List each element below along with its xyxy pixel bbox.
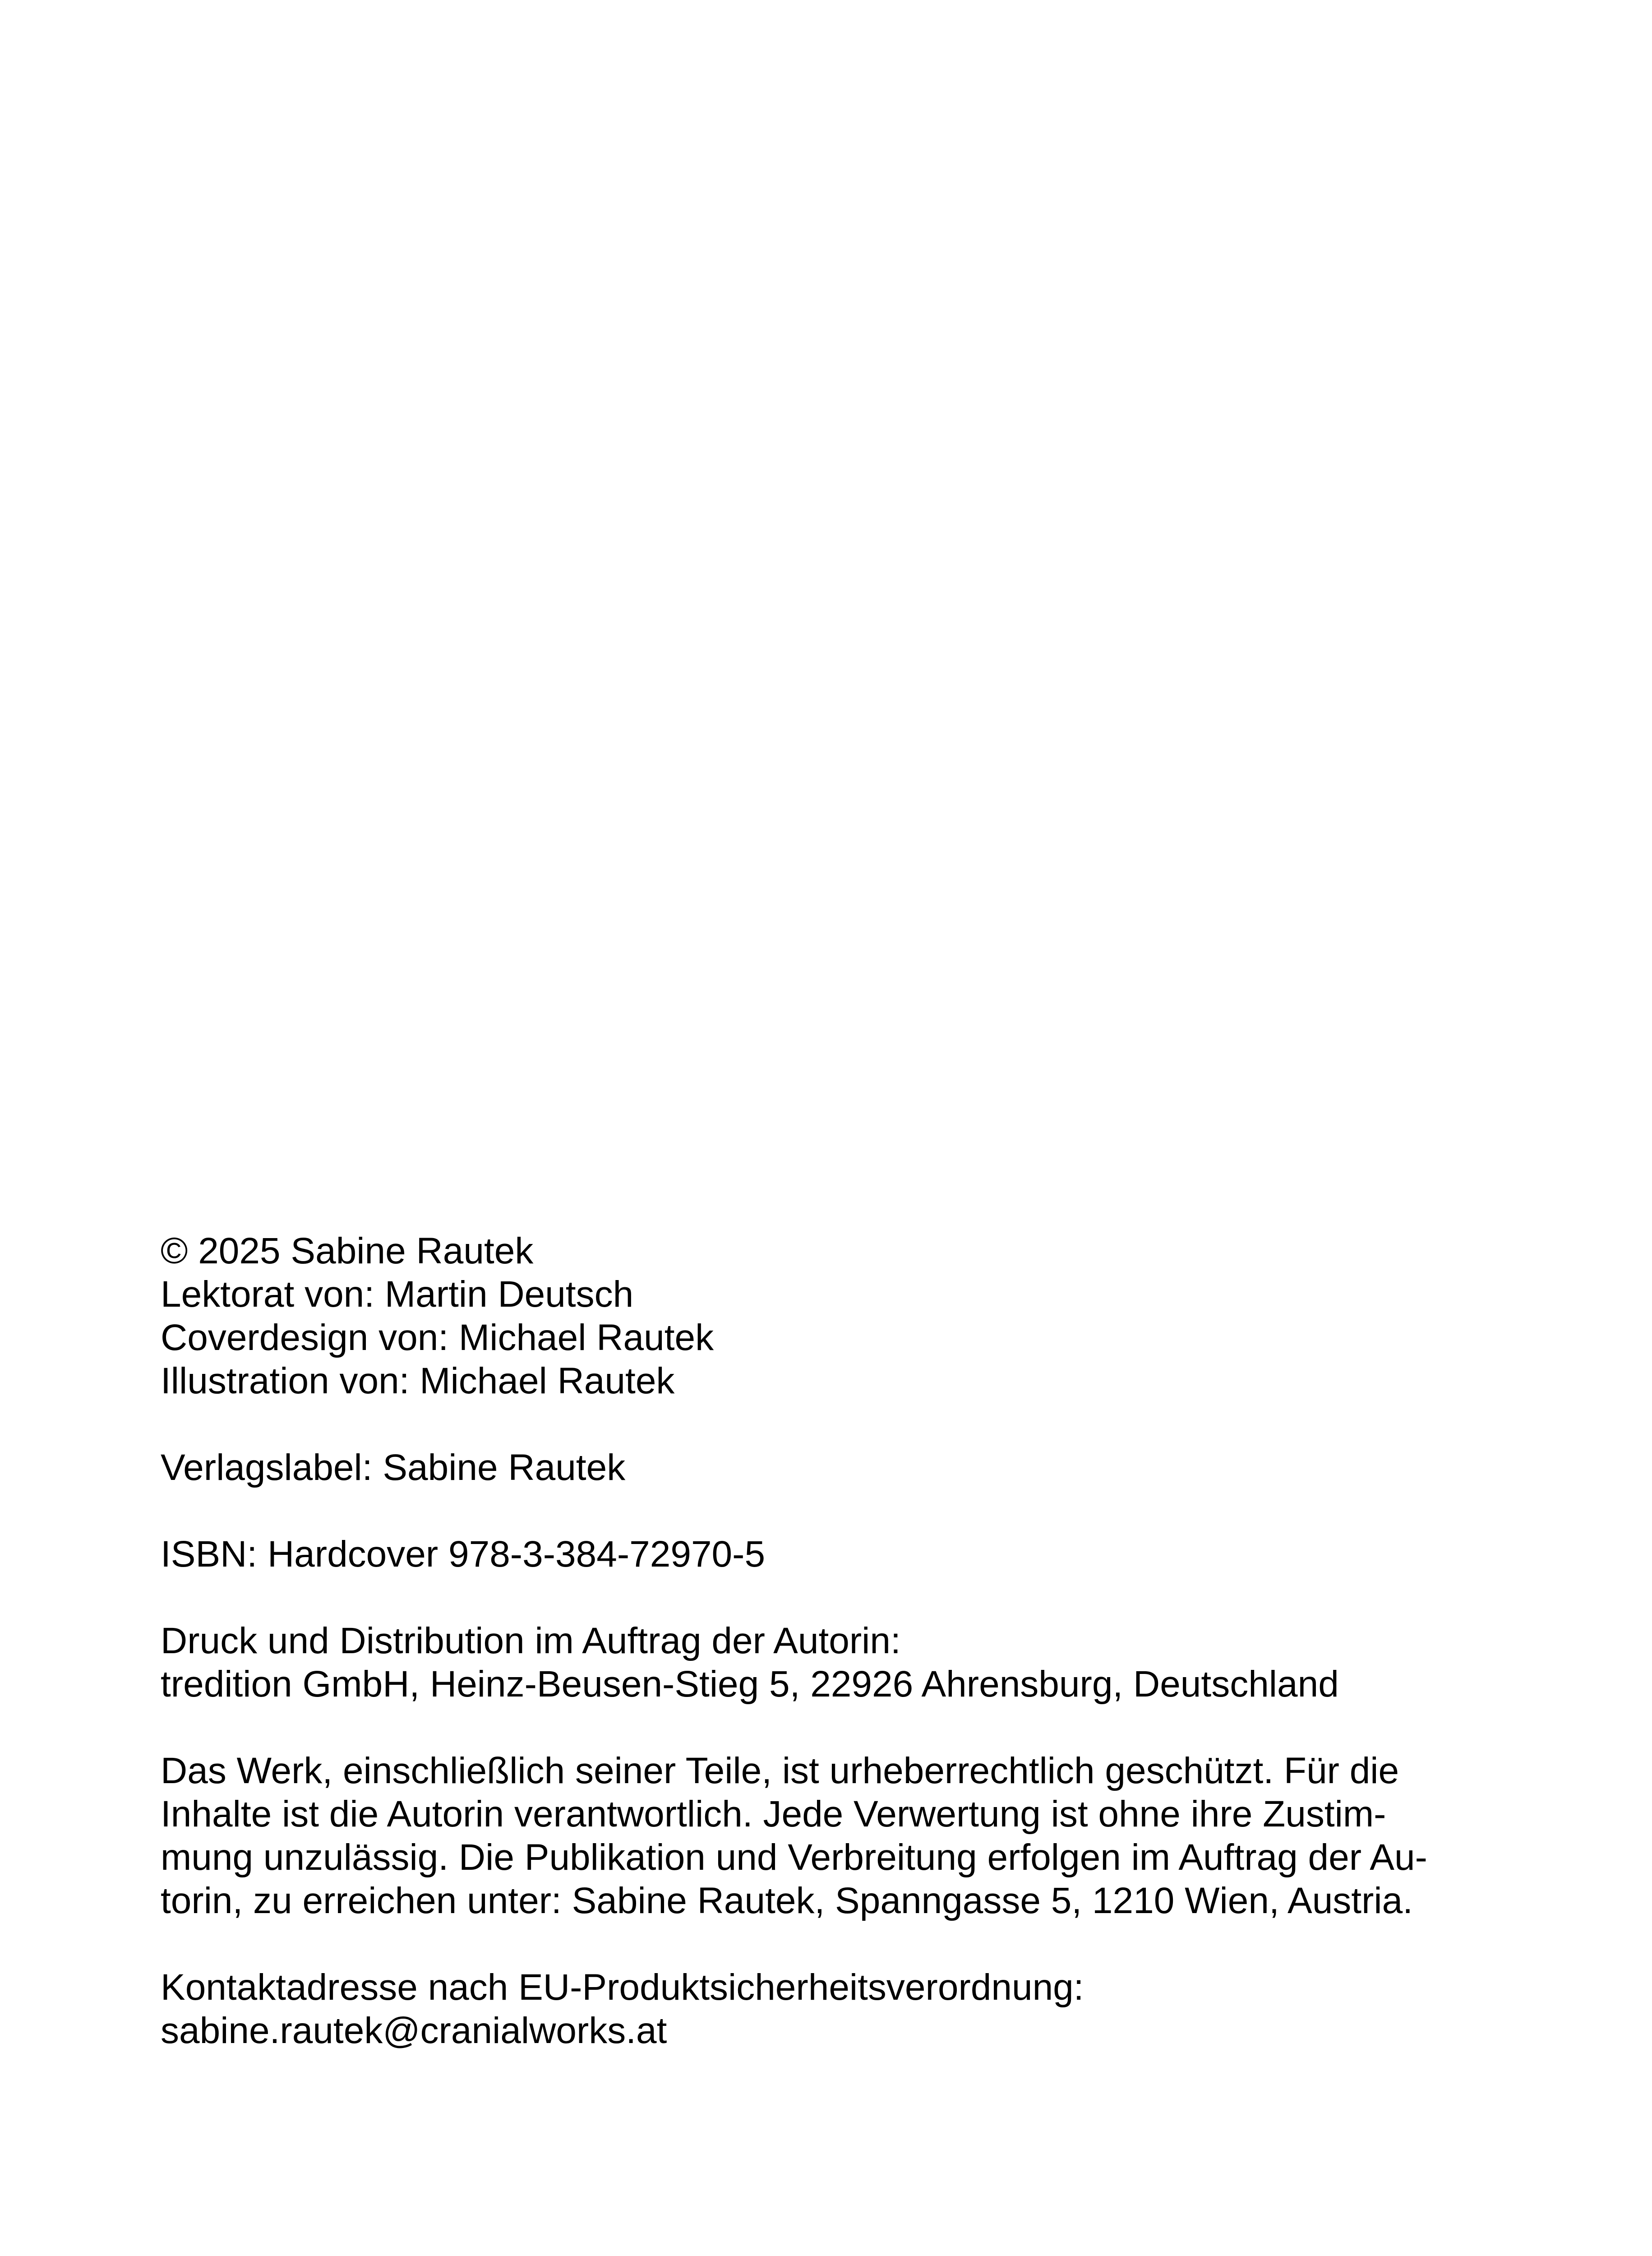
contact-email: sabine.rautek@cranialworks.at bbox=[161, 2010, 667, 2051]
illustration-credit: Illustration von: Michael Rautek bbox=[161, 1360, 675, 1401]
editing-credit: Lektorat von: Martin Deutsch bbox=[161, 1274, 634, 1315]
contact-label: Kontaktadresse nach EU-Produktsicherheitsverordnung: bbox=[161, 1967, 1084, 2008]
spacer bbox=[161, 1489, 1491, 1533]
rights-line: Inhalte ist die Autorin verantwortlich. Jede Verwertung ist ohne ihre Zustim- bbox=[161, 1794, 1386, 1835]
copyright-line: © 2025 Sabine Rautek bbox=[161, 1230, 534, 1271]
cover-design-credit: Coverdesign von: Michael Rautek bbox=[161, 1317, 714, 1358]
rights-line: Das Werk, einschließlich seiner Teile, ist urheberrechtlich geschützt. Für die bbox=[161, 1750, 1399, 1791]
spacer bbox=[161, 1706, 1491, 1749]
print-distribution-line: Druck und Distribution im Auftrag der Autorin: bbox=[161, 1620, 901, 1661]
printer-address: tredition GmbH, Heinz-Beusen-Stieg 5, 22926 Ahrensburg, Deutschland bbox=[161, 1664, 1339, 1705]
isbn-line: ISBN: Hardcover 978-3-384-72970-5 bbox=[161, 1534, 766, 1575]
spacer bbox=[161, 1923, 1491, 1966]
spacer bbox=[161, 1403, 1491, 1446]
publisher-label: Verlagslabel: Sabine Rautek bbox=[161, 1447, 626, 1488]
imprint-block bbox=[161, 1230, 1491, 2053]
rights-line: torin, zu erreichen unter: Sabine Rautek, Spanngasse 5, 1210 Wien, Austria. bbox=[161, 1880, 1413, 1921]
spacer bbox=[161, 1576, 1491, 1619]
rights-line: mung unzulässig. Die Publikation und Verbreitung erfolgen im Auftrag der Au- bbox=[161, 1837, 1427, 1878]
